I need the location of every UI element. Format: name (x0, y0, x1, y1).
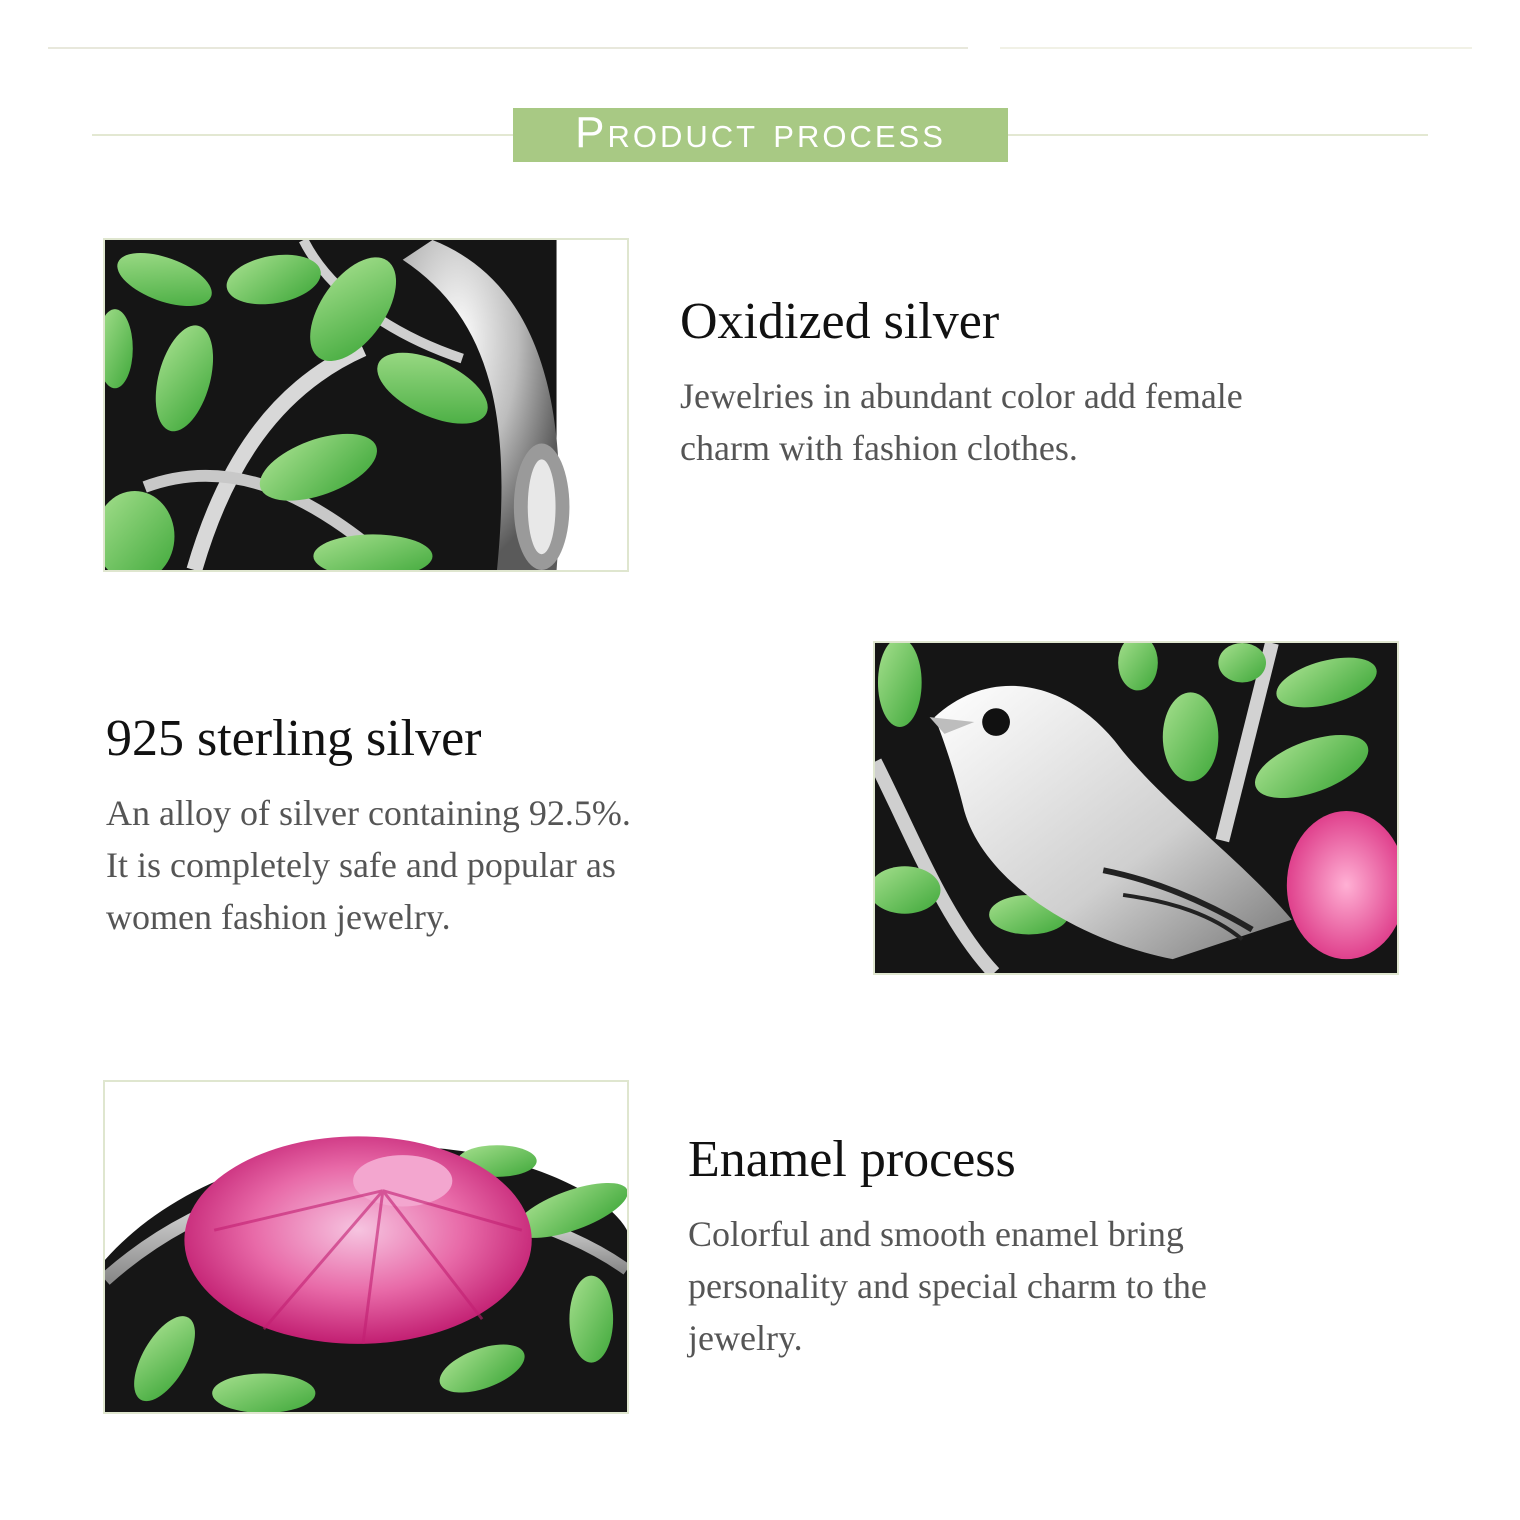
top-divider-left (48, 47, 968, 49)
section-heading: Oxidized silver (680, 293, 1000, 350)
banner-rule-right (1008, 134, 1428, 136)
section-banner (513, 108, 1008, 162)
banner-title: Product process (575, 108, 946, 157)
enamel-process-section (688, 1131, 1408, 1364)
oxidized-silver-photo (103, 238, 629, 572)
section-body (688, 1208, 1408, 1364)
sterling-silver-bird-photo (873, 641, 1399, 975)
section-body-line: Jewelries in abundant color add female (680, 376, 1243, 416)
enamel-flower-photo (103, 1080, 629, 1414)
section-body-line: An alloy of silver containing 92.5%. (106, 793, 631, 833)
section-body (680, 370, 1400, 474)
sterling-silver-section (106, 710, 806, 943)
section-body-line: personality and special charm to the (688, 1266, 1207, 1306)
top-divider-right (1000, 47, 1472, 49)
section-body (106, 787, 806, 943)
banner-rule-left (92, 134, 514, 136)
oxidized-silver-section (680, 293, 1400, 474)
section-body-line: jewelry. (688, 1318, 803, 1358)
section-body-line: women fashion jewelry. (106, 897, 451, 937)
section-heading: Enamel process (688, 1131, 1016, 1188)
section-heading: 925 sterling silver (106, 710, 482, 767)
section-body-line: Colorful and smooth enamel bring (688, 1214, 1184, 1254)
section-body-line: It is completely safe and popular as (106, 845, 616, 885)
section-body-line: charm with fashion clothes. (680, 428, 1078, 468)
